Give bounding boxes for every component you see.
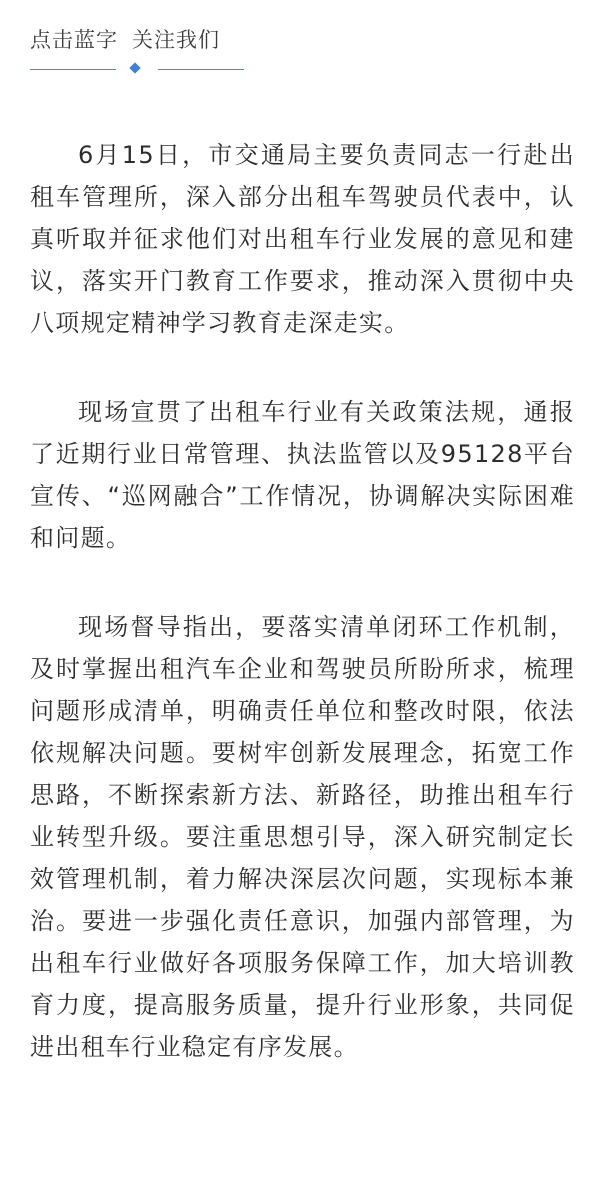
header-divider bbox=[30, 64, 244, 76]
article-paragraph-2: 现场宣贯了出租车行业有关政策法规，通报了近期行业日常管理、执法监管以及95128平台宣传、“巡网融合”工作情况，协调解决实际困难和问题。 bbox=[30, 398, 575, 552]
article-paragraph-3: 现场督导指出，要落实清单闭环工作机制，及时掌握出租汽车企业和驾驶员所盼所求，梳理问题形成清单，明确责任单位和整改时限，依法依规解决问题。要树牢创新发展理念，拓宽工作思路，不断探索新方法、新路径，助推出租车行业转型升级。要注重思想引导，深入研究制定长效管理机制，着力解决深层次问题，实现标本兼治。要进一步强化责任意识，加强内部管理，为出租车行业做好各项服务保障工作，加大培训教育力度，提高服务质量，提升行业形象，共同促进出租车行业稳定有序发展。 bbox=[30, 613, 575, 1061]
follow-header[interactable] bbox=[30, 24, 244, 76]
article-paragraph-1: 6月15日，市交通局主要负责同志一行赴出租车管理所，深入部分出租车驾驶员代表中，认真听取并征求他们对出租车行业发展的意见和建议，落实开门教育工作要求，推动深入贯彻中央八项规定精神学习教育走深走实。 bbox=[30, 141, 575, 337]
divider-line-left bbox=[30, 69, 116, 70]
divider-line-right bbox=[158, 69, 244, 70]
diamond-icon bbox=[129, 62, 140, 73]
article-body bbox=[30, 134, 575, 1068]
follow-prompt[interactable] bbox=[30, 24, 244, 56]
follow-prompt-part2: 关注我们 bbox=[132, 28, 220, 52]
follow-prompt-part1: 点击蓝字 bbox=[30, 28, 118, 52]
